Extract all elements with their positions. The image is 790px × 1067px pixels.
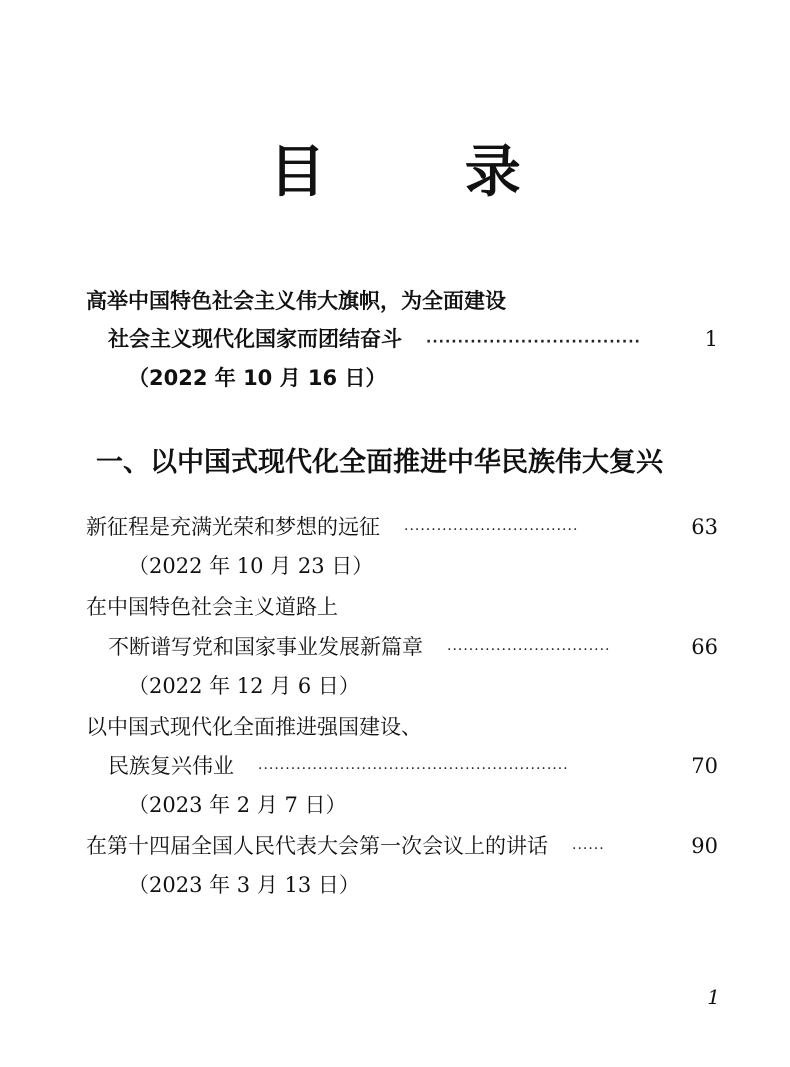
section-heading: 一、以中国式现代化全面推进中华民族伟大复兴	[96, 447, 663, 478]
toc-entry-title-line: 新征程是充满光荣和梦想的远征	[86, 515, 380, 539]
toc-entry-title-line: 社会主义现代化国家而团结奋斗	[108, 327, 402, 351]
toc-entry[interactable]	[108, 749, 718, 783]
dot-leader: ······	[572, 841, 605, 857]
page-number: 90	[691, 834, 718, 858]
page-number: 70	[691, 754, 718, 778]
toc-entry-date: （2022 年 10 月 23 日）	[128, 554, 374, 578]
toc-entry-title-line: 不断谱写党和国家事业发展新篇章	[108, 635, 423, 659]
dot-leader: ······························	[447, 642, 611, 658]
toc-entry[interactable]	[108, 322, 718, 356]
toc-entry-title-line[interactable]: 以中国式现代化全面推进强国建设、	[86, 715, 422, 739]
dot-leader: ··································	[426, 334, 641, 350]
page-number: 63	[691, 515, 718, 539]
toc-entry-title-line[interactable]: 在中国特色社会主义道路上	[86, 595, 338, 619]
toc-entry-date: （2022 年 10 月 16 日）	[128, 366, 387, 390]
toc-entry-date: （2023 年 2 月 7 日）	[128, 793, 347, 817]
toc-entry-title-line[interactable]: 高举中国特色社会主义伟大旗帜，为全面建设	[86, 289, 506, 313]
page-folio: 1	[707, 985, 720, 1009]
toc-entry-date: （2022 年 12 月 6 日）	[128, 674, 360, 698]
dot-leader: ·························································	[258, 761, 569, 777]
toc-entry[interactable]	[108, 630, 718, 664]
toc-entry-title-line: 在第十四届全国人民代表大会第一次会议上的讲话	[86, 834, 548, 858]
toc-entry[interactable]	[86, 510, 718, 544]
toc-entry-title-line: 民族复兴伟业	[108, 754, 234, 778]
page-title: 目 录	[269, 140, 581, 205]
dot-leader: ································	[404, 522, 579, 538]
page-number: 66	[691, 635, 718, 659]
page-number: 1	[704, 327, 718, 351]
toc-entry[interactable]	[86, 829, 718, 863]
toc-entry-date: （2023 年 3 月 13 日）	[128, 873, 360, 897]
